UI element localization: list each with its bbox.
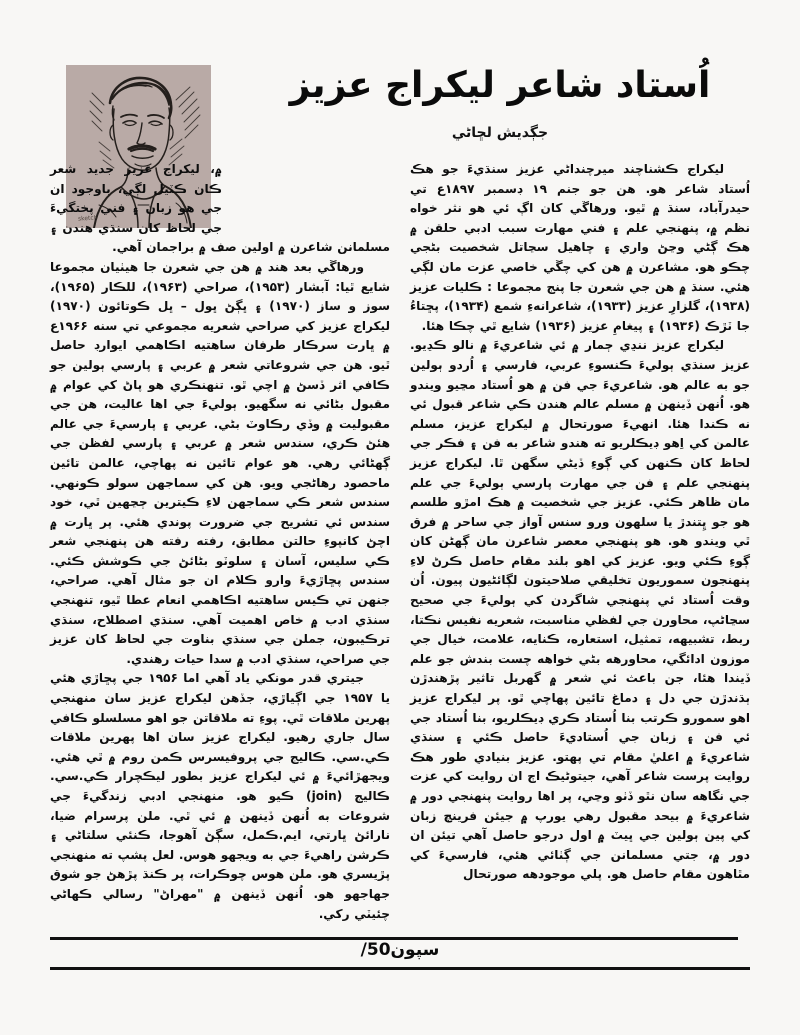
page-title: اُستاد شاعر ليکراج عزيز xyxy=(289,65,711,106)
footer-label xyxy=(50,940,750,960)
footer-rule-bottom xyxy=(50,967,750,970)
page-footer xyxy=(50,937,750,983)
paragraph: ورهاڱي بعد هند ۾ هن جي شعرن جا هيٺيان مجموعا شايع ٿيا: آبشار (۱۹۵۳)، صراحي (۱۹۶۳)، للڪار (۱۹۶۵)، سوز و ساز (۱۹۷۰) ۽ ڀڳڻ ڀول – ڀل ڪوتائون (۱۹۷۰) ليکراج عزيز کي صراحي شعريه مجموعي تي سنه ۱۹۶۶ع ۾ ڀارت سرڪار طرفان ساهتيه اڪاهمي ايوارڊ حاصل ٿيو. هن جي شروعاتي شعر ۾ عربي ۽ پارسي ٻولين جو ڪافي اثر ڏسڻ ۾ اچي ٿو. تنهنڪري هو پاڻ کي عوام ۾ مقبول بڻائي نه سگهيو. ٻوليءَ جي اها عاليت، هن جي مقبوليت ۾ وڏي رڪاوٽ بڻي. عربي ۽ پارسيءَ جي عالم هئڻ ڪري، سندس شعر ۾ عربي ۽ پارسي لفظن جي ڳهڻائي رهي. هو عوام تائين نه پهاچي، عالمن تائين ماحصود رهاڻجي ويو. هن کي سماجهن سولو ڪونهي. سندس شعر ڪي سماجهن لاءِ ڪيترين ڄڃهين ٿي، خود سندس ئي تشريح جي ضرورت پوندي هئي. پر ڀارت ۾ اچڻ کانپوءِ حالتن مطابق، رفته رفته هن پنهنجي شعر ڪي سليس، آسان ۽ سلوٽو بڻائڻ جي ڪوشش ڪئي. سندس پڇاڙيءَ وارو ڪلام ان جو مثال آهي. صراحي، جنهن تي ڪيس ساهتيه اڪاهمي انعام عطا ٿيو، تنهنجي سنڌي ادب ۾ خاص اهميت آهي. سنڌي اصطلاح، سنڌي ترڪيبون، جملن جي سنڌي بناوت جي لحاظ کان عزيز جي صراحي، سنڌي ادب ۾ سدا حيات رهندي. xyxy=(50,259,390,666)
paragraph: ليکراج ڪشناچند ميرچنداڻي عزيز سنڌيءَ جو هڪ اُستاد شاعر هو. هن جو جنم ۱۹ ڊسمبر ۱۸۹۷ع تي حيدرآباد، سنڌ ۾ ٿيو. ورهاڱي کان اڳ ئي هو نثر خواه نظم ۾، پنهنجي علم ۽ فني مهارت سبب ادبي حلقن ۾ هڪ ڳڻي وڃڻ واري ۽ چاهيل سڃاتل شخصيت بڻجي چڪو هو. مشاعرن ۾ هن کي چڱي خاصي عزت مان لڳي هئي. سنڌ ۾ هن جي شعرن جا پنج مجموعا : ڪليات عزيز (۱۹۳۸)، گلزارِ عزيز (۱۹۳۳)، شاعرانهءِ شمع (۱۹۳۴)، پڇتاءُ جا ٽڙڪ (۱۹۳۶) ۽ پيغامِ عزيز (۱۹۳۶) شايع ٿي چڪا هئا. xyxy=(410,162,750,333)
article-byline: جڳديش لڇاڻي xyxy=(451,124,549,141)
paragraph: جيتري قدر مونکي ياد آهي اما ۱۹۵۶ جي پڇاڙي هئي يا ۱۹۵۷ جي اڳياڙي، جڏهن ليکراج عزيز سان منهنجي پهرين ملاقات ٿي. پوءِ ته ملاقاتن جو اهو مسلسلو ڪافي سال جاري رهيو. ليکراج عزيز سان اها پهرين ملاقات ڪي.سي. ڪاليج جي پروفيسرس ڪمن روم ۾ ٿي هئي. ويجهڙائيءَ ۾ ئي ليکراج عزيز بطور ليڪچرار ڪي.سي. ڪاليج (join) ڪيو هو. منهنجي ادبي زندگيءَ جي شروعات به اُنهن ڏينهن ۾ ئي ٿي. ملن پرسرام ضيا، نارائڻ ڀارتي، ايم.ڪمل، سڳڻ آهوجا، ڪنئي سلتاڻي ۽ ڪرشن راهيءَ جي به ويجهو هوس. لعل پشپ ته منهنجي پڙيسري هو. ملن هوس چوڪرات، پر ڪنڌ پڙهڻ جو شوق جهاجهو هو. اُنهن ڏينهن ۾ "مهراڻ" رسالي ڪهاڻي چئيٽي رکي. xyxy=(50,671,390,921)
masthead xyxy=(250,62,750,141)
paragraph: ۾، ليکراج عزيز جديد شعر ڪان ڪٽيل لڳي، باوجود ان جي هو زبان ۽ فني پختگيءَ جي لحاظ کان سنڌي هندن ۽ مسلمانن شاعرن ۾ اولين صف ۾ براجمان آهي. xyxy=(50,162,390,255)
paragraph: ليکراج عزيز ننڍي ڄمار ۾ ئي شاعريءَ ۾ نالو ڪڍيو. عزيز سنڌي ٻوليءَ ڪنسوءِ عربي، فارسي ۽ اُردو ٻولين جو به عالم هو. شاعريءَ جي فن ۾ هو اُستاد مڃيو ويندو هو. اُنهن ڏينهن ۾ مسلم عالم هندن ڪي شاعر قبول ئي نه ڪندا هئا. انهيءَ صورتحال ۾ ليکراج عزيز، مسلم عالمن کي اِهو ڊيڪلريو ته هندو شاعر به فن ۽ فڪر جي لحاظ کان ڪنهن کي ڳوءِ ڏيڻي سگهن ٿا. ليکراج عزيز پنهنجي علم ۽ فن جي مهارت پارسي ٻوليءَ جي علم مان ظاهر ڪئي. عزيز جي شخصيت ۾ هڪ امڙو طلسم هو جو ڀِتندڙ يا سلهون ورو سنس آواز جي ساحر ۾ فرق ٿي ويندو هو. هو پنهنجي معصر شاعرن مان ڳهڻن کان ڳوءِ ڪئي ويو. عزيز کي اهو بلند مقام حاصل ڪرڻ لاءِ پنهنجون سموريون تخليقي صلاحيتون لڳائڻيون پيون. اُن وقت اُستاد ئي پنهنجي شاگردن کي ٻوليءَ جي صحيح سڃاڻپ، محاورن جي لفظي مناسبت، شعريه نفيس نڪتا، ربط، تشبيهه، تمثيل، استعاره، ڪنايه، علامت، خيال جي موزون ادائگي، محاورهه بڻي خواهه چست بندش جو علم ڏيندا هئا، جن باعث ئي شعر ۾ گهربل تاثير پڙهندڙن ٻڌندڙن جي دل ۽ دماغ تائين پهاچي ٿو. پر ليکراج عزيز اهو سمورو ڪرتب بنا اُستاد ڪري ڊيڪلريو، بنا اُستاد جي ئي فن ۽ زبان جي اُستاديءَ حاصل ڪئي ۽ سنڌي شاعريءَ ۾ اعليٰ مقام تي پهتو. عزيز بنيادي طور هڪ روايت پرست شاعر آهي، جيتوڻيڪ اڄ ان روايت کي عزت جي نگاهه سان نٿو ڏٺو وڃي، پر اها روايت پنهنجي دور ۾ شاعريءَ ۾ بيحد مقبول رهي يورپ ۾ جيئن فرينچ زبان کي پين ٻولين جي ڀيٽ ۾ اول درجو حاصل آهي تيئن ان دور ۾، جتي مسلمانن جي ڳٺائي هئي، فارسيءَ کي مٿاهون مقام حاصل هو. پلي موجودهه صورتحال xyxy=(410,338,750,882)
portrait-signature: sketch xyxy=(77,214,98,223)
portrait-text-wrap-spacer xyxy=(222,160,390,230)
journal-name: سپون xyxy=(390,940,440,960)
page-number: /50 xyxy=(360,940,391,960)
column-right xyxy=(410,160,750,930)
body-columns xyxy=(50,160,750,930)
column-left xyxy=(50,160,390,930)
